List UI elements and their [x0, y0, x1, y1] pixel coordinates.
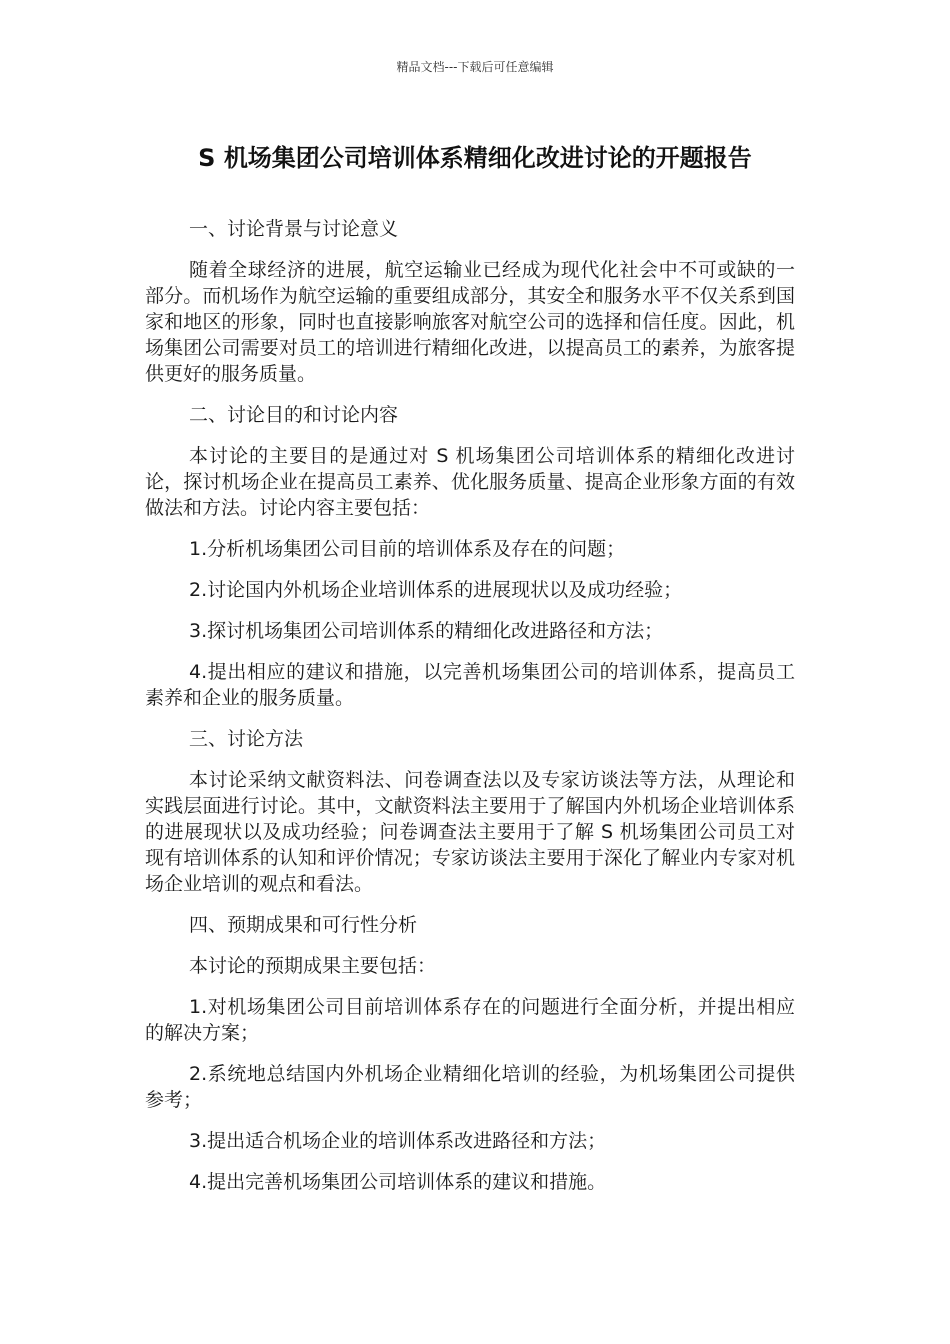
list-item-objective-3: 3.探讨机场集团公司培训体系的精细化改进路径和方法；: [189, 620, 664, 642]
list-item-objective-1: 1.分析机场集团公司目前的培训体系及存在的问题；: [189, 538, 626, 560]
section-heading-outcomes: 四、预期成果和可行性分析: [189, 914, 418, 936]
list-item-objective-4: 4.提出相应的建议和措施，以完善机场集团公司的培训体系，提高员工素养和企业的服务质量。: [145, 661, 795, 709]
list-item-outcome-4: 4.提出完善机场集团公司培训体系的建议和措施。: [189, 1171, 607, 1193]
paragraph-objectives: 本讨论的主要目的是通过对 S 机场集团公司培训体系的精细化改进讨论，探讨机场企业在提高员工素养、优化服务质量、提高企业形象方面的有效做法和方法。讨论内容主要包括：: [145, 445, 795, 519]
paragraph-outcomes-intro: 本讨论的预期成果主要包括：: [189, 955, 437, 977]
list-item-outcome-3: 3.提出适合机场企业的培训体系改进路径和方法；: [189, 1130, 607, 1152]
document-title: S 机场集团公司培训体系精细化改进讨论的开题报告: [198, 144, 752, 172]
list-item-outcome-2: 2.系统地总结国内外机场企业精细化培训的经验，为机场集团公司提供参考；: [145, 1063, 795, 1111]
document-body: [145, 216, 795, 1210]
page-header: 精品文档---下载后可任意编辑: [396, 60, 554, 74]
list-item-objective-2: 2.讨论国内外机场企业培训体系的进展现状以及成功经验；: [189, 579, 683, 601]
section-heading-background: 一、讨论背景与讨论意义: [189, 218, 399, 240]
paragraph-background: 随着全球经济的进展，航空运输业已经成为现代化社会中不可或缺的一部分。而机场作为航空运输的重要组成部分，其安全和服务水平不仅关系到国家和地区的形象，同时也直接影响旅客对航空公司的选择和信任度。因此，机场集团公司需要对员工的培训进行精细化改进，以提高员工的素养，为旅客提供更好的服务质量。: [145, 259, 795, 385]
list-item-outcome-1: 1.对机场集团公司目前培训体系存在的问题进行全面分析，并提出相应的解决方案；: [145, 996, 795, 1044]
paragraph-methods: 本讨论采纳文献资料法、问卷调查法以及专家访谈法等方法，从理论和实践层面进行讨论。其中，文献资料法主要用于了解国内外机场企业培训体系的进展现状以及成功经验；问卷调查法主要用于了解 S 机场集团公司员工对现有培训体系的认知和评价情况；专家访谈法主要用于深化了解业内专家对机场企业培训的观点和看法。: [145, 769, 795, 895]
section-heading-objectives: 二、讨论目的和讨论内容: [189, 404, 399, 426]
section-heading-methods: 三、讨论方法: [189, 728, 304, 750]
